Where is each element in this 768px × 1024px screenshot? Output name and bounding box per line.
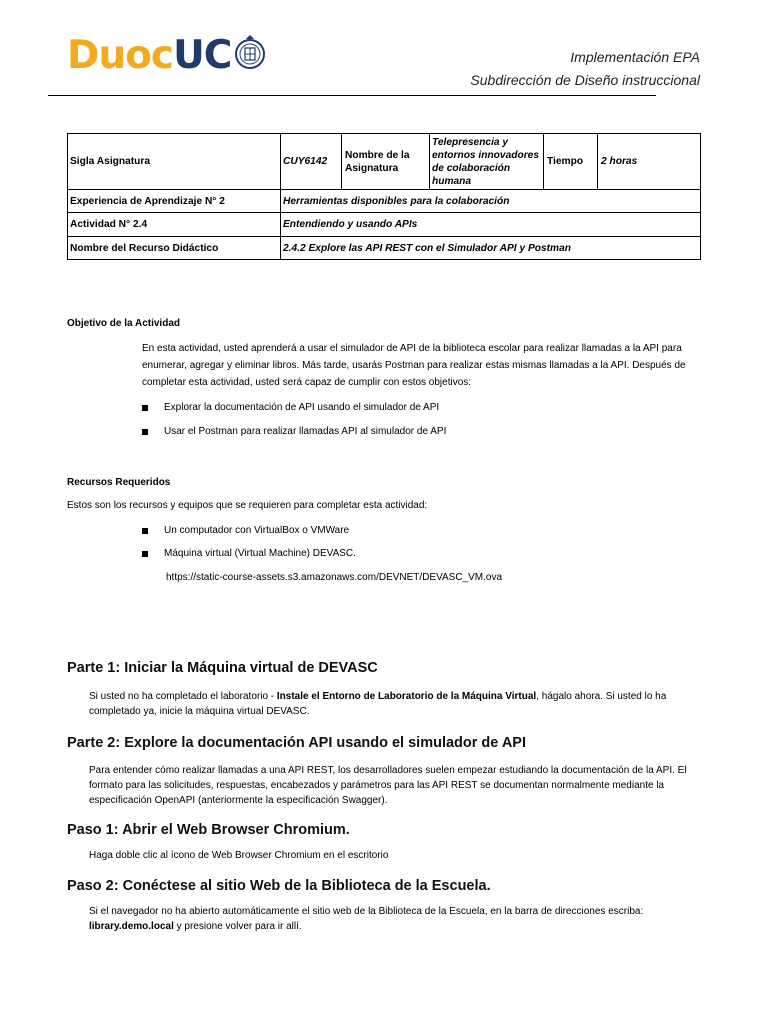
objetivo-bullet: Usar el Postman para realizar llamadas API al simulador de API <box>164 426 447 437</box>
table-row <box>68 190 701 213</box>
vm-download-url: https://static-course-assets.s3.amazonaws.com/DEVNET/DEVASC_VM.ova <box>166 572 503 583</box>
parte2-heading: Parte 2: Explore la documentación API usando el simulador de API <box>67 735 527 751</box>
list-item <box>142 425 446 439</box>
list-item <box>142 547 356 561</box>
recursos-bullet: Un computador con VirtualBox o VMWare <box>164 525 350 536</box>
paso2-text <box>89 904 709 934</box>
parte1-text-after: , hágalo ahora. Si usted lo ha completado ya, inicie la máquina virtual DEVASC. <box>89 691 667 717</box>
duoc-uc-logo <box>67 34 266 78</box>
parte2-text: Para entender cómo realizar llamadas a una API REST, los desarrolladores suelen empezar estudiando la documentación de la API. El formato para las solicitudes, respuestas, encabezados y parámetros para las API REST se documentan normalmente mediante la especificación OpenAPI (anteriormente la especificación Swagger). <box>89 765 687 806</box>
parte1-text-before: Si usted no ha completado el laboratorio - <box>89 691 277 702</box>
table-row <box>68 213 701 237</box>
university-seal-icon <box>234 34 266 74</box>
paso2-text-after: y presione volver para ir allí. <box>173 921 302 932</box>
list-item <box>142 401 439 415</box>
actividad-label: Actividad N° 2.4 <box>68 213 281 237</box>
experiencia-label: Experiencia de Aprendizaje N° 2 <box>68 190 281 213</box>
header-divider <box>48 95 656 96</box>
tiempo-value: 2 horas <box>598 134 701 190</box>
table-row <box>68 237 701 260</box>
nombre-value: Telepresencia y entornos innovadores de colaboración humana <box>430 134 544 190</box>
header-subtitle: Subdirección de Diseño instruccional <box>470 72 700 88</box>
header-title: Implementación EPA <box>570 49 700 65</box>
objetivo-title: Objetivo de la Actividad <box>67 318 180 329</box>
recursos-intro: Estos son los recursos y equipos que se requieren para completar esta actividad: <box>67 500 428 511</box>
logo-text-duoc: Duoc <box>67 33 174 78</box>
sigla-label: Sigla Asignatura <box>68 134 281 190</box>
paso1-heading: Paso 1: Abrir el Web Browser Chromium. <box>67 822 350 838</box>
bullet-icon <box>142 528 148 534</box>
recursos-title: Recursos Requeridos <box>67 477 171 488</box>
bullet-icon <box>142 405 148 411</box>
sigla-value: CUY6142 <box>281 134 342 190</box>
logo-text-uc: UC <box>173 33 232 78</box>
recurso-value: 2.4.2 Explore las API REST con el Simulador API y Postman <box>281 237 701 260</box>
bullet-icon <box>142 429 148 435</box>
table-row <box>68 134 701 190</box>
nombre-label: Nombre de la Asignatura <box>342 134 430 190</box>
list-item <box>142 524 349 538</box>
recurso-label: Nombre del Recurso Didáctico <box>68 237 281 260</box>
experiencia-value: Herramientas disponibles para la colaboración <box>281 190 701 213</box>
objetivo-bullet: Explorar la documentación de API usando el simulador de API <box>164 402 440 413</box>
paso2-text-bold: library.demo.local <box>89 921 174 932</box>
course-info-table <box>67 133 701 260</box>
paso1-text: Haga doble clic al ícono de Web Browser Chromium en el escritorio <box>89 850 389 861</box>
recursos-bullet: Máquina virtual (Virtual Machine) DEVASC. <box>164 548 356 559</box>
bullet-icon <box>142 551 148 557</box>
tiempo-label: Tiempo <box>544 134 598 190</box>
paso2-text-before: Si el navegador no ha abierto automáticamente el sitio web de la Biblioteca de la Escuela, en la barra de direcciones escriba: <box>89 906 644 917</box>
objetivo-text: En esta actividad, usted aprenderá a usar el simulador de API de la biblioteca escolar para realizar llamadas a la API para enumerar, agregar y eliminar libros. Más tarde, usarás Postman para realizar estas mismas llamadas a la API. Después de completar esta actividad, usted será capaz de cumplir con estos objetivos: <box>142 343 686 388</box>
actividad-value: Entendiendo y usando APIs <box>281 213 701 237</box>
paso2-heading: Paso 2: Conéctese al sitio Web de la Biblioteca de la Escuela. <box>67 878 491 894</box>
parte1-heading: Parte 1: Iniciar la Máquina virtual de DEVASC <box>67 660 378 676</box>
parte1-text-bold: Instale el Entorno de Laboratorio de la Máquina Virtual <box>276 691 537 702</box>
parte1-text <box>89 689 709 719</box>
